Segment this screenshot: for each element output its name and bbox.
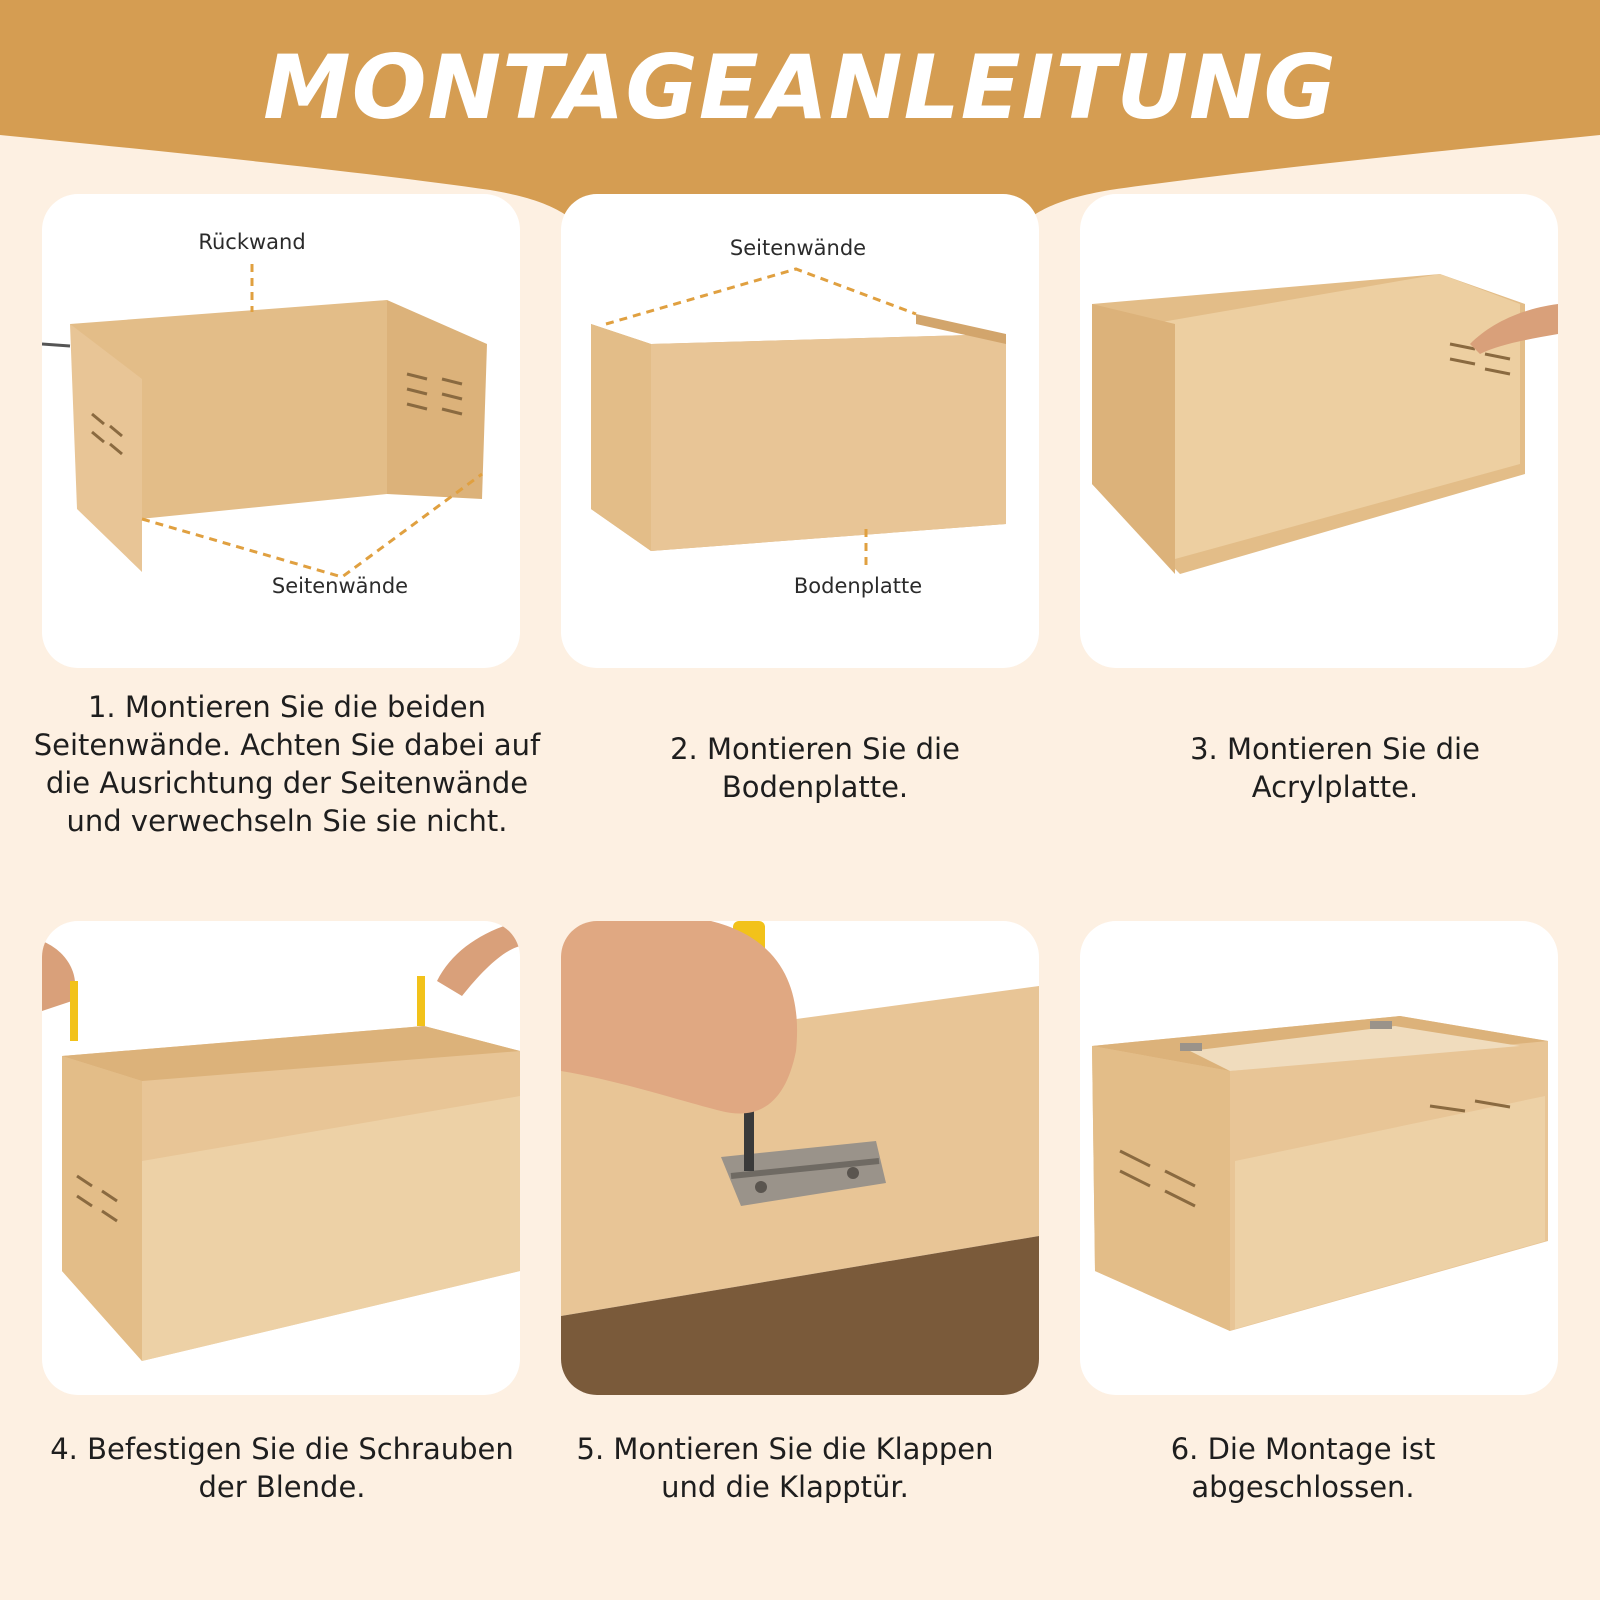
box-screws-illustration <box>42 921 520 1395</box>
box-acrylic-illustration <box>1080 194 1558 668</box>
step-5-caption: 5. Montieren Sie die Klappen und die Klapptür. <box>576 1432 994 1504</box>
label-seitenwaende: Seitenwände <box>271 574 409 598</box>
finished-box-illustration <box>1080 921 1558 1395</box>
hinge-closeup-illustration <box>561 921 1039 1395</box>
step-2-image <box>561 194 1039 668</box>
step-6-image <box>1080 921 1558 1395</box>
label-rueckwand: Rückwand <box>198 230 306 254</box>
step-4-caption: 4. Befestigen Sie die Schrauben der Blende. <box>50 1432 514 1504</box>
step-3-caption: 3. Montieren Sie die Acrylplatte. <box>1190 732 1480 804</box>
step-3-image <box>1080 194 1558 668</box>
label-seitenwaende: Seitenwände <box>729 236 867 260</box>
step-1-image <box>42 194 520 668</box>
page-title: MONTAGEANLEITUNG <box>263 36 1337 139</box>
label-bodenplatte: Bodenplatte <box>793 574 923 598</box>
step-1-caption: 1. Montieren Sie die beiden Seitenwände. Achten Sie dabei auf die Ausrichtung der Seitenwände und verwechseln Sie sie nicht. <box>33 690 541 838</box>
step-2-caption: 2. Montieren Sie die Bodenplatte. <box>670 732 960 804</box>
step-5-image <box>561 921 1039 1395</box>
step-6-caption: 6. Die Montage ist abgeschlossen. <box>1170 1432 1436 1504</box>
step-4-image <box>42 921 520 1395</box>
